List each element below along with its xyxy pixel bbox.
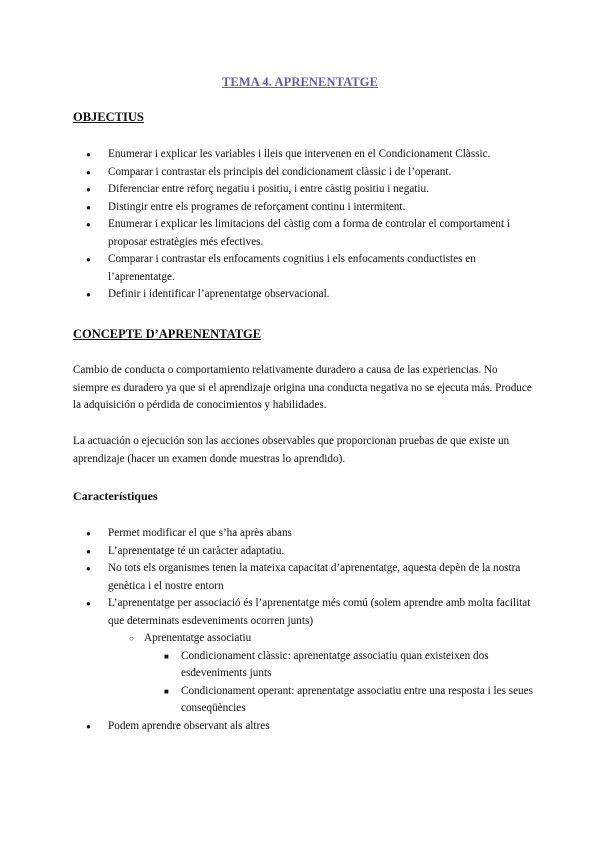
objectius-heading: OBJECTIUS [73,110,144,124]
caracteristiques-heading: Característiques [73,489,158,503]
caracteristiques-list [73,525,533,735]
nested-sublist [144,648,533,718]
list-item: ● Enumerar i explicar les limitacions del càstig com a forma de controlar el comportament i proposar estratègies més efectives. [73,216,533,251]
list-item-text: L’aprenentatge per associació és l’aprenentatge més comú (solem aprendre amb molta facilitat que determinats esdeveniments ocorren junts) [108,597,531,627]
list-item: ● Diferenciar entre reforç negatiu i positiu, i entre càstig positiu i negatiu. [73,181,533,199]
list-item: ● No tots els organismes tenen la mateixa capacitat d’aprenentatge, aquesta depèn de la nostra genètica i el nostre entorn [73,560,533,595]
nested-list-item: ■ Condicionament operant: aprenentatge associatiu entre una resposta i les seues conseqüències [144,683,533,718]
page-title: TEMA 4. APRENENTATGE [221,75,379,89]
list-item: ● Permet modificar el que s’ha après abans [73,525,533,543]
objectius-list [73,146,533,304]
list-item: ● Comparar i contrastar els principis del condicionament clàssic i de l’operant. [73,164,533,182]
concepte-paragraph-2: La actuación o ejecución son las acciones observables que proporcionan pruebas de que existe un aprendizaje (hacer un examen donde muestras lo aprendido). [73,435,510,465]
nested-list-item: ■ Condicionament clàssic: aprenentatge associatiu quan existeixen dos esdeveniments junts [144,648,533,683]
sublist-item-text: Aprenentatge associatiu [144,632,252,644]
concepte-paragraph-1: Cambio de conducta o comportamiento relativamente duradero a causa de las experiencias. No siempre es duradero ya que si el aprendizaje origina una conducta negativa no se ejecuta más. Produce la adquisición o pérdida de conocimientos y habilidades. [73,364,532,411]
list-item: ● Enumerar i explicar les variables i lleis que intervenen en el Condicionament Clàssic. [73,146,533,164]
list-item: ● Definir i identificar l’aprenentatge observacional. [73,286,533,304]
list-item: ● Comparar i contrastar els enfocaments cognitius i els enfocaments conductistes en l’aprenentatge. [73,251,533,286]
list-item: ● Podem aprendre observant als altres [73,718,533,736]
list-item: ● Distingir entre els programes de reforçament continu i intermitent. [73,199,533,217]
sublist [108,630,533,718]
concepte-heading: CONCEPTE D’APRENENTATGE [73,327,262,341]
sublist-item [108,630,533,718]
list-item [73,595,533,718]
list-item: ● L’aprenentatge té un caràcter adaptatiu. [73,543,533,561]
